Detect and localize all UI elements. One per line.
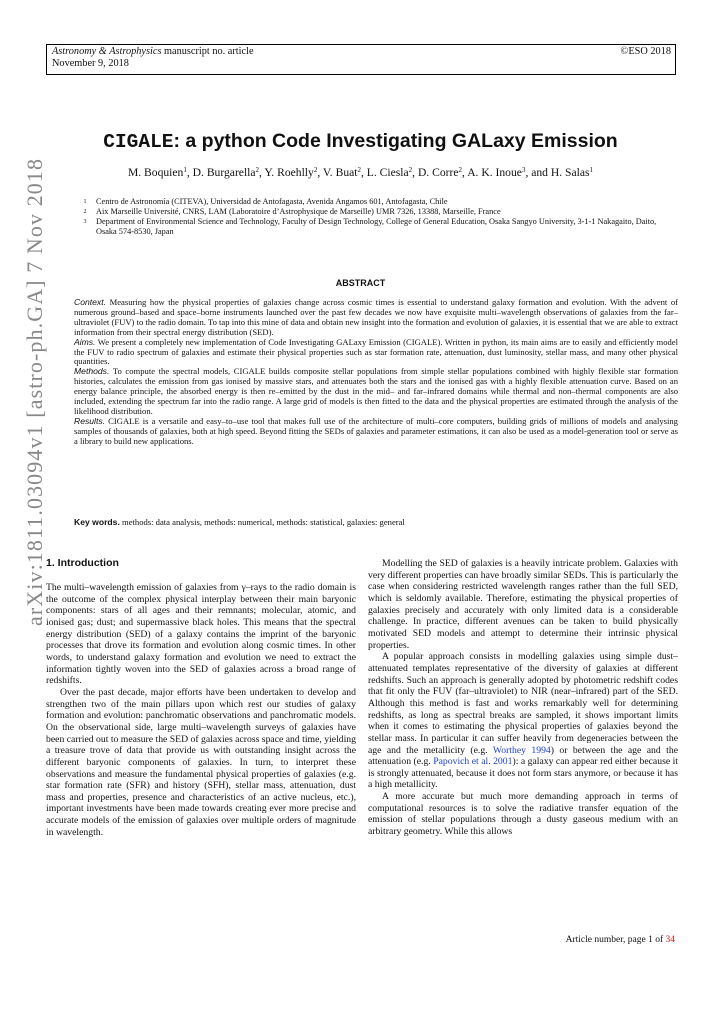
paragraph: The multi–wavelength emission of galaxies from γ–rays to the radio domain is the outcome of the complex physical interplay between their main baryonic components: stars of all ages and their remnants; molecular, atomic, and ionised gas; dust; and supermassive black holes. This means that the spectral energy distribution (SED) of a galaxy contains the imprint of the baryonic processes that drove its formation and evolution along cosmic times. In other words, to understand galaxy formation and evolution we need to extract the information tightly woven into the SED of galaxies across a broad range of redshifts. [46,582,356,687]
header-journal: Astronomy & Astrophysics manuscript no. article [52,46,254,57]
affiliation-item: 2 Aix Marseille Université, CNRS, LAM (Laboratoire d’Astrophysique de Marseille) UMR 7326, 13388, Marseille, France [83,207,501,216]
abstract-methods: Methods. To compute the spectral models, CIGALE builds composite stellar populations from simple stellar populations combined with highly flexible star formation histories, calculates the emission from gas ionised by massive stars, and attenuates both the stars and the ionised gas with a highly flexible attenuation curve. Based on an energy balance principle, the absorbed energy is then re–emitted by the dust in the mid– and far–infrared domains while thermal and non–thermal components are also included, extending the spectrum far into the radio range. A large grid of models is then fitted to the data and the physical properties are estimated through the analysis of the likelihood distribution. [74,366,678,416]
affiliation-item: 1 Centro de Astronomía (CITEVA), Universidad de Antofagasta, Avenida Angamos 601, Antofagasta, Chile [83,197,448,206]
arxiv-sidebar [6,0,66,626]
citation-link[interactable]: Papovich et al. 2001 [433,756,513,768]
section-title: 1. Introduction [46,557,119,569]
paragraph: A more accurate but much more demanding approach in terms of computational resources is to solve the radiative transfer equation of the emission of stellar populations through a dusty gaseous medium with an arbitrary geometry. While this allows [368,791,678,838]
page-footer: Article number, page 1 of 34 [565,935,675,945]
column-left [46,582,356,838]
affiliations [74,197,674,237]
abstract-results: Results. CIGALE is a versatile and easy–to–use tool that makes full use of the architecture of multi–core computers, building grids of millions of models and analysing samples of thousands of galaxies, both at high speed. Beyond fitting the SEDs of galaxies and parameter estimations, it can also be used as a model-generation tool or serve as a library to build new applications. [74,415,678,446]
affiliation-item: 3 Department of Environmental Science and Technology, Faculty of Design Technology, College of General Education, Osaka Sangyo University, 3-1-1 Nakagaito, Daito, Osaka 574-8530, Japan [83,217,657,236]
paragraph: Over the past decade, major efforts have been undertaken to develop and strengthen two of the main pillars upon which rest our studies of galaxy formation and evolution: panchromatic observations and panchromatic models. On the observational side, large multi–wavelength surveys of galaxies have been carried out to measure the SED of galaxies across space and time, yielding a treasure trove of data that provide us with outstanding insight across the different baryonic components of galaxies. In turn, to interpret these observations and measure the fundamental physical properties of galaxies (e.g. star formation rate (SFR) and history (SFH), stellar mass, attenuation, dust mass and properties, presence and characteristics of an active nucleus, etc.), important investments have been made towards creating ever more precise and accurate models of the emission of galaxies over multiple orders of magnitude in wavelength. [46,686,356,838]
total-pages-link[interactable]: 34 [665,935,675,945]
column-right [368,558,678,838]
abstract-body [74,298,678,447]
paragraph: Modelling the SED of galaxies is a heavily intricate problem. Galaxies with very different properties can have broadly similar SEDs. This is particularly the case when considering restricted wavelength ranges rather than the full SED, which is seldomly available. Therefore, estimating the physical properties of galaxies precisely and accurately with only limited data is a considerable challenge. In practice, different avenues can be taken to build physically motivated SED models and attempt to determine their intrinsic physical properties. [368,558,678,651]
author-list: M. Boquien$^1$, D. Burgarella$^2$, Y. Roehlly$^2$, V. Buat$^2$, L. Ciesla$^2$, D. Corre$^2$, A. K. Inoue$^3$, and H. Salas$^1$ [127,166,594,179]
abstract-context: Context. Measuring how the physical properties of galaxies change across cosmic times is essential to understand galaxy formation and evolution. With the advent of numerous ground–based and space–borne instruments launched over the past few decades we now have exquisite multi–wavelength observations of galaxies from the far–ultraviolet (FUV) to the radio domain. To tap into this mine of data and obtain new insight into the formation and evolution of galaxies, it is essential that we are able to extract information from their spectral energy distribution (SED). [74,297,678,337]
paper-title: CIGALE: a python Code Investigating GALaxy Emission [103,130,618,153]
header-copyright: ©ESO 2018 [620,46,671,57]
abstract-heading: ABSTRACT [335,278,386,288]
arxiv-id[interactable]: arXiv:1811.03094v1 [astro-ph.GA] 7 Nov 2018 [22,157,47,626]
citation-link[interactable]: Worthey 1994 [492,744,551,756]
header-date: November 9, 2018 [52,58,129,69]
abstract-aims: Aims. We present a completely new implementation of Code Investigating GALaxy Emission (CIGALE). Written in python, its main aims are to easily and efficiently model the FUV to radio spectrum of galaxies and estimate their physical properties such as star formation rate, attenuation, dust luminosity, stellar mass, and many other physical quantities. [74,336,679,367]
paragraph: A popular approach consists in modelling galaxies using simple dust–attenuated templates representative of the diversity of galaxies at different redshifts. Such an approach is generally adopted by photometric redshift codes that fit only the FUV (far–ultraviolet) to NIR (near–infrared) part of the SED. Although this method is fast and works remarkably well for determining redshifts, as long as spectral breaks are sampled, it shows important limits when it comes to estimating the physical properties of galaxies beyond the stellar mass. In particular it can suffer heavily from degeneracies between the age and the metallicity (e.g. Worthey 1994) or between the age and the attenuation (e.g. Papovich et al. 2001): a galaxy can appear red either because it is strongly attenuated, because it does not form stars anymore, or because it has a high metallicity. [368,651,678,791]
keywords: Key words. methods: data analysis, methods: numerical, methods: statistical, galaxies: general [74,517,405,527]
